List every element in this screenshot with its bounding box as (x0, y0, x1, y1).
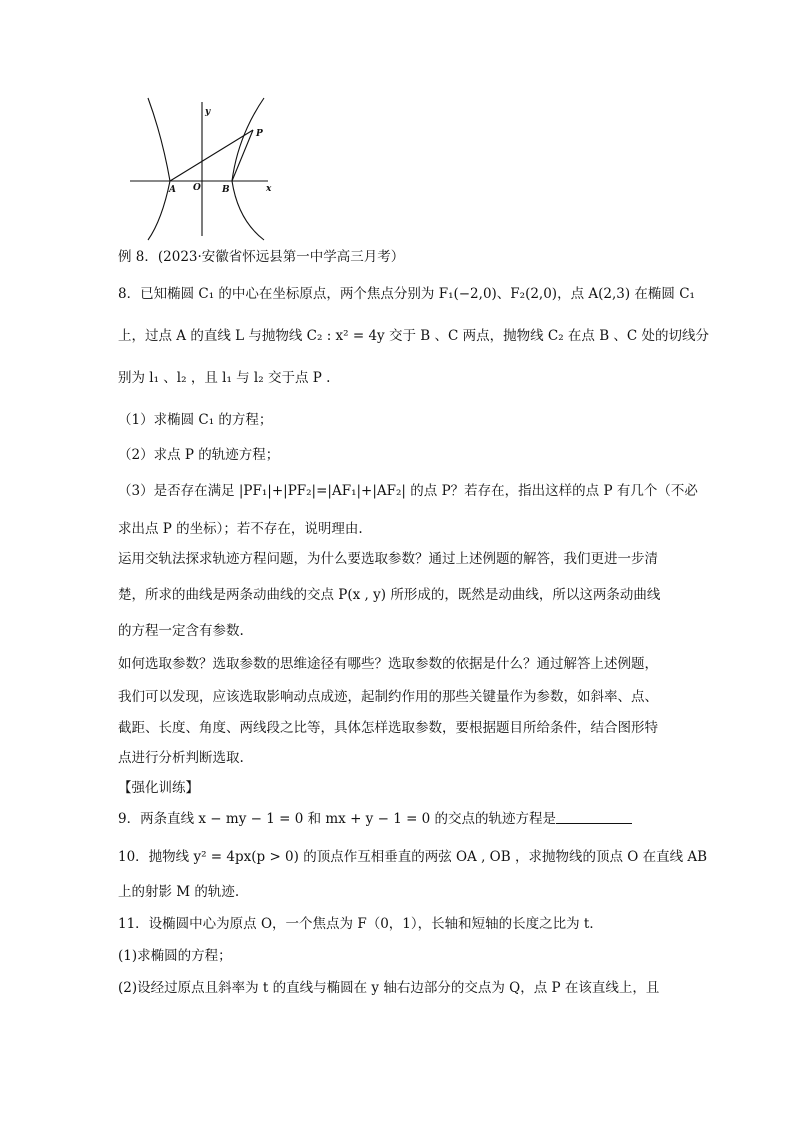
problem11-question2: (2)设经过原点且斜率为 t 的直线与椭圆在 y 轴右边部分的交点为 Q，点 P 在该直线上，且 (118, 980, 660, 996)
paragraph1-line1: 运用交轨法探求轨迹方程问题，为什么要选取参数？通过上述例题的解答，我们更进一步清 (118, 551, 658, 567)
label-A: A (169, 185, 176, 195)
problem9-text: 9．两条直线 x − my − 1 = 0 和 mx + y − 1 = 0 的交点的轨迹方程是 (118, 811, 557, 827)
problem10-line2: 上的射影 M 的轨迹. (118, 884, 240, 900)
problem8-question2: （2）求点 P 的轨迹方程； (118, 447, 280, 463)
section-heading: 【强化训练】 (118, 780, 199, 796)
problem8-line1: 8．已知椭圆 C₁ 的中心在坐标原点，两个焦点分别为 F₁(−2,0)、F₂(2,0)，点 A(2,3) 在椭圆 C₁ (118, 286, 695, 302)
label-B: B (222, 185, 230, 195)
paragraph2-line1: 如何选取参数？选取参数的思维途径有哪些？选取参数的依据是什么？通过解答上述例题， (118, 656, 658, 672)
problem11-question1: (1)求椭圆的方程； (118, 948, 232, 964)
problem8-question3-line1: （3）是否存在满足 |PF₁|+|PF₂|=|AF₁|+|AF₂| 的点 P？若存在，指出这样的点 P 有几个（不必 (118, 483, 698, 499)
paragraph1-line3: 的方程一定含有参数. (118, 623, 244, 639)
answer-blank (556, 809, 632, 824)
problem10-line1: 10．抛物线 y² = 4px(p > 0) 的顶点作互相垂直的两弦 OA , OB ，求抛物线的顶点 O 在直线 AB (118, 849, 708, 865)
problem8-line3: 别为 l₁ 、l₂ ，且 l₁ 与 l₂ 交于点 P . (118, 370, 331, 386)
problem11-line1: 11．设椭圆中心为原点 O，一个焦点为 F（0，1），长轴和短轴的长度之比为 t． (118, 916, 603, 932)
label-P: P (256, 129, 263, 139)
problem8-line2: 上，过点 A 的直线 L 与抛物线 C₂ : x² = 4y 交于 B 、C 两点，抛物线 C₂ 在点 B 、C 处的切线分 (118, 328, 710, 344)
paragraph2-line2: 我们可以发现，应该选取影响动点成迹，起制约作用的那些关键量作为参数，如斜率、点、 (118, 689, 658, 705)
problem8-question1: （1）求椭圆 C₁ 的方程； (118, 412, 273, 428)
problem8-question3-line2: 求出点 P 的坐标）；若不存在，说明理由. (118, 521, 363, 537)
paragraph2-line4: 点进行分析判断选取. (118, 750, 244, 766)
label-O: O (193, 183, 201, 193)
hyperbola-figure (116, 96, 288, 242)
paragraph1-line2: 楚，所求的曲线是两条动曲线的交点 P(x , y) 所形成的，既然是动曲线，所以这两条动曲线 (118, 587, 661, 603)
left-branch (148, 98, 170, 240)
paragraph2-line3: 截距、长度、角度、两线段之比等，具体怎样选取参数，要根据题目所给条件，结合图形特 (118, 720, 658, 736)
problem9 (118, 809, 678, 829)
line-AP (170, 130, 253, 181)
label-x: x (266, 184, 272, 194)
example-header: 例 8．(2023·安徽省怀远县第一中学高三月考） (118, 249, 405, 265)
label-y: y (205, 107, 211, 117)
